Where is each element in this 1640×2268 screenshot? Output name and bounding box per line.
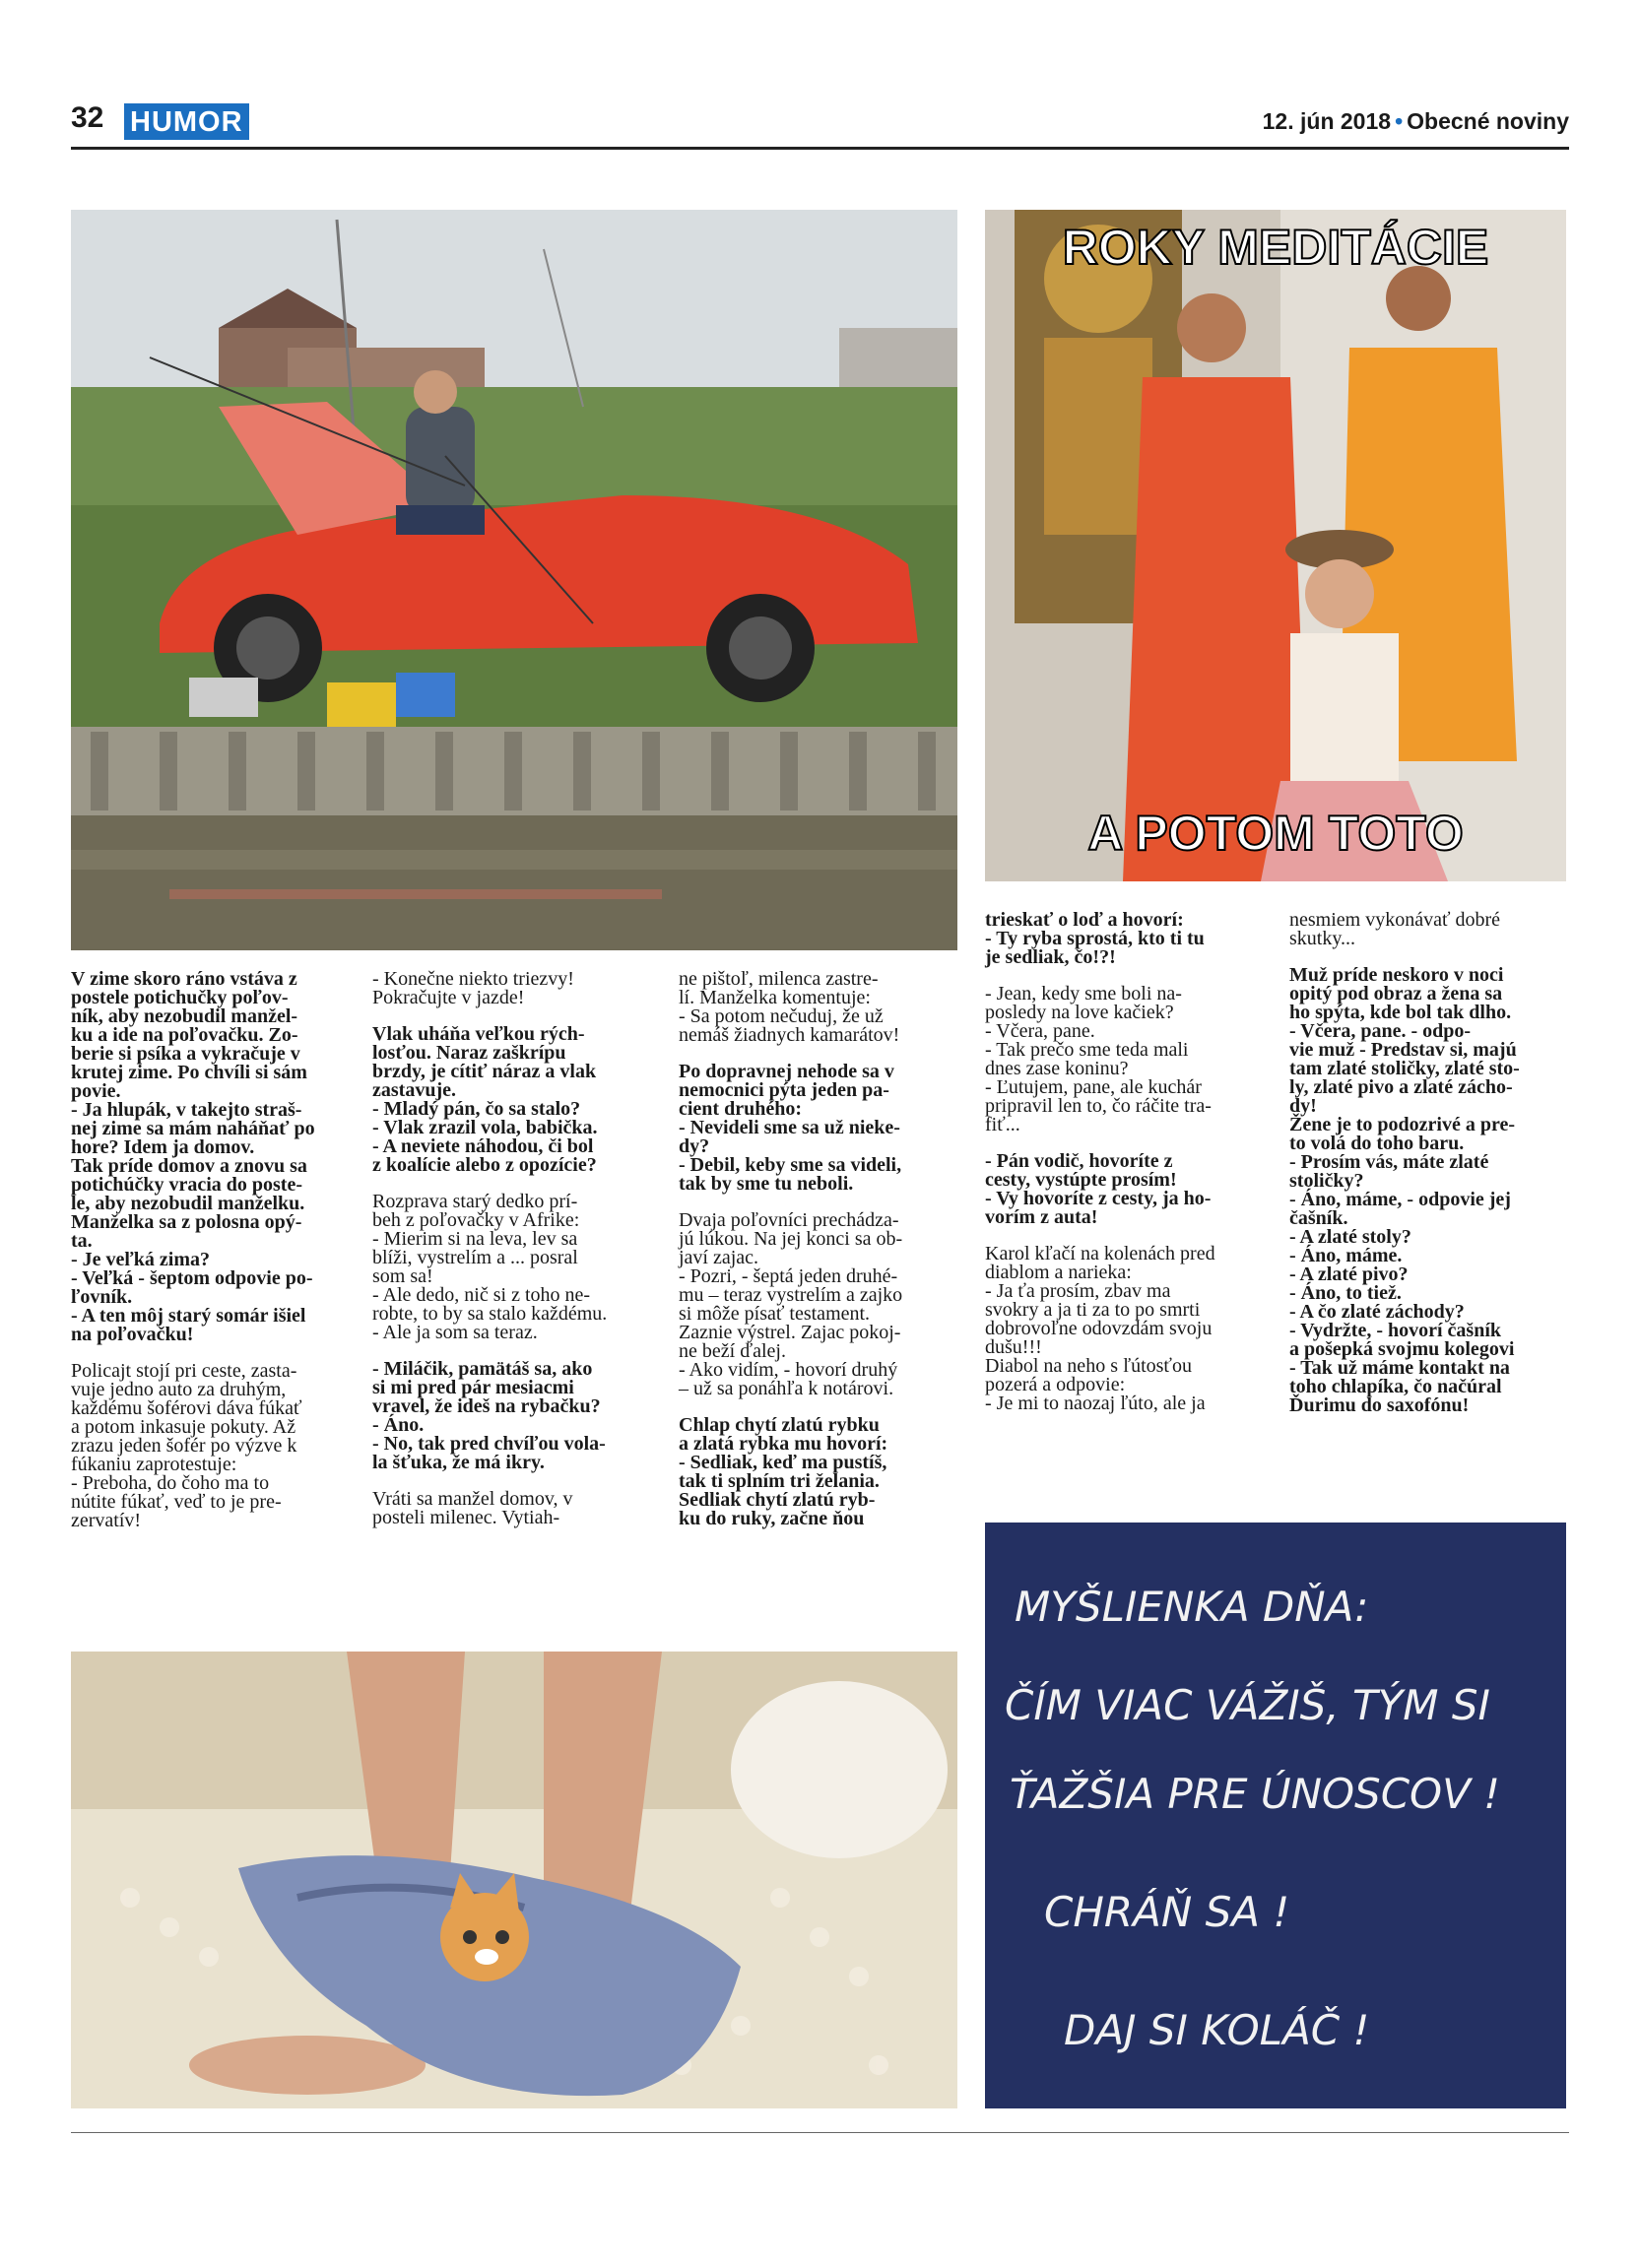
footer-rule	[71, 2132, 1569, 2133]
text-line: pripravil len to, čo ráčite tra-	[985, 1095, 1212, 1117]
text-line: fúkaniu zaprotestuje:	[71, 1454, 237, 1475]
text-line: cesty, vystúpte prosím!	[985, 1169, 1177, 1191]
text-line: - Jean, kedy sme boli na-	[985, 983, 1182, 1004]
text-line: beh z poľovačky v Afrike:	[372, 1209, 580, 1231]
issue-date: 12. jún 2018	[1262, 108, 1392, 134]
text-line: posteli milenec. Vytiah-	[372, 1507, 560, 1528]
text-line: - Debil, keby sme sa videli,	[679, 1154, 902, 1176]
car-fishing-photo	[71, 210, 957, 950]
text-line: - Ja hlupák, v takejto straš-	[71, 1099, 302, 1121]
text-line: vie muž - Predstav si, majú	[1289, 1039, 1517, 1061]
text-line: skutky...	[1289, 928, 1356, 949]
text-line: - Áno, to tiež.	[1289, 1282, 1402, 1304]
text-line: dy?	[679, 1135, 710, 1157]
text-line: ne pištoľ, milenca zastre-	[679, 968, 879, 990]
text-line: - A ten môj starý somár išiel	[71, 1305, 306, 1327]
text-line: cient druhého:	[679, 1098, 802, 1120]
text-line: zastavuje.	[372, 1079, 456, 1101]
text-line: hore? Idem ja domov.	[71, 1136, 255, 1158]
text-column-2	[372, 970, 648, 1545]
text-line: krutej zime. Po chvíli si sám	[71, 1062, 307, 1083]
text-line: - Ty ryba sprostá, kto ti tu	[985, 928, 1205, 949]
text-line: - A zlaté stoly?	[1289, 1226, 1411, 1248]
text-line: - Sedliak, keď ma pustíš,	[679, 1452, 887, 1473]
text-line: - Mladý pán, čo sa stalo?	[372, 1098, 581, 1120]
text-line: vorím z auta!	[985, 1206, 1098, 1228]
text-line: ľovník.	[71, 1286, 133, 1308]
joke-paragraph	[372, 1025, 648, 1175]
joke-paragraph	[679, 1416, 954, 1528]
text-column-1	[71, 970, 347, 1548]
joke-paragraph	[1289, 966, 1565, 1415]
text-line: - Pán vodič, hovoríte z	[985, 1150, 1173, 1172]
text-line: si môže písať testament.	[679, 1303, 871, 1325]
issue-info	[1263, 108, 1569, 135]
text-line: la šťuka, že má ikry.	[372, 1452, 545, 1473]
text-line: ly, zlaté pivo a zlaté zácho-	[1289, 1076, 1513, 1098]
text-line: robte, to by sa stalo každému.	[372, 1303, 608, 1325]
joke-paragraph	[71, 1362, 347, 1530]
text-line: - Áno, máme, - odpovie jej	[1289, 1189, 1511, 1210]
text-line: blíži, vystrelím a ... posral	[372, 1247, 578, 1268]
text-line: berie si psíka a vykračuje v	[71, 1043, 300, 1065]
text-line: tam zlaté stoličky, zlaté sto-	[1289, 1058, 1520, 1079]
text-line: ho spýta, kde bol tak dlho.	[1289, 1002, 1512, 1023]
text-line: vravel, že ideš na rybačku?	[372, 1395, 601, 1417]
text-line: nesmiem vykonávať dobré	[1289, 909, 1501, 931]
text-line: povie.	[71, 1080, 121, 1102]
text-line: - Pozri, - šeptá jeden druhé-	[679, 1265, 898, 1287]
text-line: javí zajac.	[679, 1247, 759, 1268]
text-line: dobrovoľne odovzdám svoju	[985, 1318, 1213, 1339]
text-line: mu – teraz vystrelím a zajko	[679, 1284, 903, 1306]
text-line: a potom inkasuje pokuty. Až	[71, 1416, 296, 1438]
text-line: Ďurimu do saxofónu!	[1289, 1394, 1470, 1416]
text-line: ku a ide na poľovačku. Zo-	[71, 1024, 298, 1046]
text-line: - Je mi to naozaj ľúto, ale ja	[985, 1393, 1206, 1414]
text-line: - Nevideli sme sa už nieke-	[679, 1117, 900, 1138]
joke-paragraph	[985, 985, 1261, 1134]
text-line: Dvaja poľovníci prechádza-	[679, 1209, 899, 1231]
text-line: pozerá a odpovie:	[985, 1374, 1126, 1395]
text-line: - A čo zlaté záchody?	[1289, 1301, 1465, 1323]
text-line: Rozprava starý dedko prí-	[372, 1191, 578, 1212]
text-line: dy!	[1289, 1095, 1317, 1117]
text-line: Vráti sa manžel domov, v	[372, 1488, 573, 1510]
separator-dot: •	[1395, 108, 1404, 134]
text-line: - Tak už máme kontakt na	[1289, 1357, 1510, 1379]
text-line: Manželka sa z polosna opý-	[71, 1211, 302, 1233]
text-line: - Včera, pane. - odpo-	[1289, 1020, 1472, 1042]
text-line: nemocnici pýta jeden pa-	[679, 1079, 889, 1101]
text-line: je sedliak, čo!?!	[985, 946, 1116, 968]
joke-paragraph	[1289, 911, 1565, 948]
section-label: HUMOR	[124, 103, 249, 140]
text-line: vuje jedno auto za druhým,	[71, 1379, 287, 1400]
text-line: nútite fúkať, veď to je pre-	[71, 1491, 282, 1513]
text-line: zrazu jeden šofér po výzve k	[71, 1435, 297, 1457]
text-line: Zaznie výstrel. Zajac pokoj-	[679, 1322, 901, 1343]
text-line: čašník.	[1289, 1207, 1348, 1229]
board-line-2: ČÍM VIAC VÁŽIŠ, TÝM SI	[1005, 1681, 1490, 1729]
joke-paragraph	[372, 1193, 648, 1342]
text-line: - Sa potom nečuduj, že už	[679, 1005, 884, 1027]
text-line: – už sa ponáhľa k notárovi.	[679, 1378, 894, 1399]
text-line: Diabol na neho s ľútosťou	[985, 1355, 1192, 1377]
text-line: Sedliak chytí zlatú ryb-	[679, 1489, 876, 1511]
text-line: - Vlak zrazil vola, babička.	[372, 1117, 598, 1138]
text-line: - Ale dedo, nič si z toho ne-	[372, 1284, 591, 1306]
text-line: Tak príde domov a znovu sa	[71, 1155, 307, 1177]
text-line: tak ti splním tri želania.	[679, 1470, 880, 1492]
text-line: potichúčky vracia do poste-	[71, 1174, 302, 1196]
text-line: brzdy, je cítiť náraz a vlak	[372, 1061, 597, 1082]
text-line: tak by sme tu neboli.	[679, 1173, 854, 1195]
text-line: a pošepká svojmu kolegovi	[1289, 1338, 1515, 1360]
text-line: - Ja ťa prosím, zbav ma	[985, 1280, 1171, 1302]
text-line: stoličky?	[1289, 1170, 1364, 1192]
text-line: opitý pod obraz a žena sa	[1289, 983, 1503, 1004]
text-line: Karol kľačí na kolenách pred	[985, 1243, 1215, 1264]
publication-name: Obecné noviny	[1407, 108, 1569, 134]
text-line: ník, aby nezobudil manžel-	[71, 1005, 298, 1027]
text-line: a zlatá rybka mu hovorí:	[679, 1433, 888, 1455]
joke-paragraph	[372, 970, 648, 1007]
text-line: Žene je to podozrivé a pre-	[1289, 1114, 1516, 1135]
text-line: - Miláčik, pamätáš sa, ako	[372, 1358, 593, 1380]
text-line: svokry a ja ti za to po smrti	[985, 1299, 1201, 1321]
text-line: Muž príde neskoro v noci	[1289, 964, 1504, 986]
text-line: - Veľká - šeptom odpovie po-	[71, 1267, 313, 1289]
joke-paragraph	[679, 1211, 954, 1398]
header-rule	[71, 147, 1569, 150]
text-column-5	[1289, 911, 1565, 1433]
text-line: to volá do toho baru.	[1289, 1133, 1465, 1154]
text-line: - Mierim si na leva, lev sa	[372, 1228, 578, 1250]
board-line-4: CHRÁŇ SA !	[1044, 1888, 1290, 1936]
joke-paragraph	[679, 970, 954, 1045]
blackboard-photo	[985, 1523, 1566, 2108]
text-column-3	[679, 970, 954, 1546]
monks-top-caption: ROKY MEDITÁCIE	[1062, 220, 1489, 275]
text-line: - Je veľká zima?	[71, 1249, 211, 1270]
text-line: - No, tak pred chvíľou vola-	[372, 1433, 606, 1455]
text-line: si mi pred pár mesiacmi	[372, 1377, 574, 1398]
cat-trousers-photo	[71, 1652, 957, 2108]
monks-meme-photo	[985, 210, 1566, 881]
text-line: - Vy hovoríte z cesty, ja ho-	[985, 1188, 1212, 1209]
text-line: - Prosím vás, máte zlaté	[1289, 1151, 1489, 1173]
text-line: - Ako vidím, - hovorí druhý	[679, 1359, 898, 1381]
text-line: - Tak prečo sme teda mali	[985, 1039, 1189, 1061]
text-line: Po dopravnej nehode sa v	[679, 1061, 894, 1082]
text-line: Chlap chytí zlatú rybku	[679, 1414, 880, 1436]
text-line: - Áno, máme.	[1289, 1245, 1403, 1266]
text-line: na poľovačku!	[71, 1324, 194, 1345]
joke-paragraph	[372, 1360, 648, 1472]
text-line: ta.	[71, 1230, 93, 1252]
joke-paragraph	[985, 1245, 1261, 1413]
text-line: - Ale ja som sa teraz.	[372, 1322, 538, 1343]
text-line: postele potichučky poľov-	[71, 987, 289, 1008]
joke-paragraph	[985, 1152, 1261, 1227]
text-column-4	[985, 911, 1261, 1431]
text-line: diablom a narieka:	[985, 1262, 1132, 1283]
monks-bottom-caption: A POTOM TOTO	[1087, 806, 1464, 861]
text-line: dušu!!!	[985, 1336, 1042, 1358]
board-line-1: MYŠLIENKA DŇA:	[1015, 1583, 1369, 1631]
text-line: každému šoférovi dáva fúkať	[71, 1397, 302, 1419]
joke-paragraph	[679, 1063, 954, 1194]
text-line: som sa!	[372, 1265, 433, 1287]
text-line: zervatív!	[71, 1510, 142, 1531]
page-number: 32	[71, 101, 104, 134]
text-line: losťou. Naraz zaškrípu	[372, 1042, 566, 1064]
text-line: - Včera, pane.	[985, 1020, 1095, 1042]
joke-paragraph	[71, 970, 347, 1344]
text-line: Pokračujte v jazde!	[372, 987, 525, 1008]
text-line: toho chlapíka, čo načúral	[1289, 1376, 1502, 1397]
text-line: Policajt stojí pri ceste, zasta-	[71, 1360, 297, 1382]
text-line: nej zime sa mám naháňať po	[71, 1118, 315, 1139]
text-line: - Vydržte, - hovorí čašník	[1289, 1320, 1501, 1341]
text-line: nemáš žiadnych kamarátov!	[679, 1024, 900, 1046]
text-line: ku do ruky, začne ňou	[679, 1508, 865, 1529]
text-line: jú lúkou. Na jej konci sa ob-	[679, 1228, 903, 1250]
text-line: - A zlaté pivo?	[1289, 1264, 1409, 1285]
text-line: - Ľutujem, pane, ale kuchár	[985, 1076, 1202, 1098]
text-line: fiť...	[985, 1114, 1020, 1135]
text-line: ne beží ďalej.	[679, 1340, 786, 1362]
text-line: Vlak uháňa veľkou rých-	[372, 1023, 585, 1045]
text-line: lí. Manželka komentuje:	[679, 987, 871, 1008]
text-line: le, aby nezobudil manželku.	[71, 1193, 305, 1214]
joke-paragraph	[372, 1490, 648, 1527]
text-line: V zime skoro ráno vstáva z	[71, 968, 297, 990]
text-line: - Konečne niekto triezvy!	[372, 968, 574, 990]
joke-paragraph	[985, 911, 1261, 967]
text-line: trieskať o loď a hovorí:	[985, 909, 1184, 931]
text-line: - Preboha, do čoho ma to	[71, 1472, 270, 1494]
text-line: - A neviete náhodou, či bol	[372, 1135, 594, 1157]
board-line-5: DAJ SI KOLÁČ !	[1064, 2006, 1370, 2054]
text-line: - Áno.	[372, 1414, 425, 1436]
text-line: dnes zase koninu?	[985, 1058, 1129, 1079]
text-line: z koalície alebo z opozície?	[372, 1154, 597, 1176]
text-line: posledy na love kačiek?	[985, 1002, 1174, 1023]
board-line-3: ŤAŽŠIA PRE ÚNOSCOV !	[1010, 1770, 1501, 1818]
